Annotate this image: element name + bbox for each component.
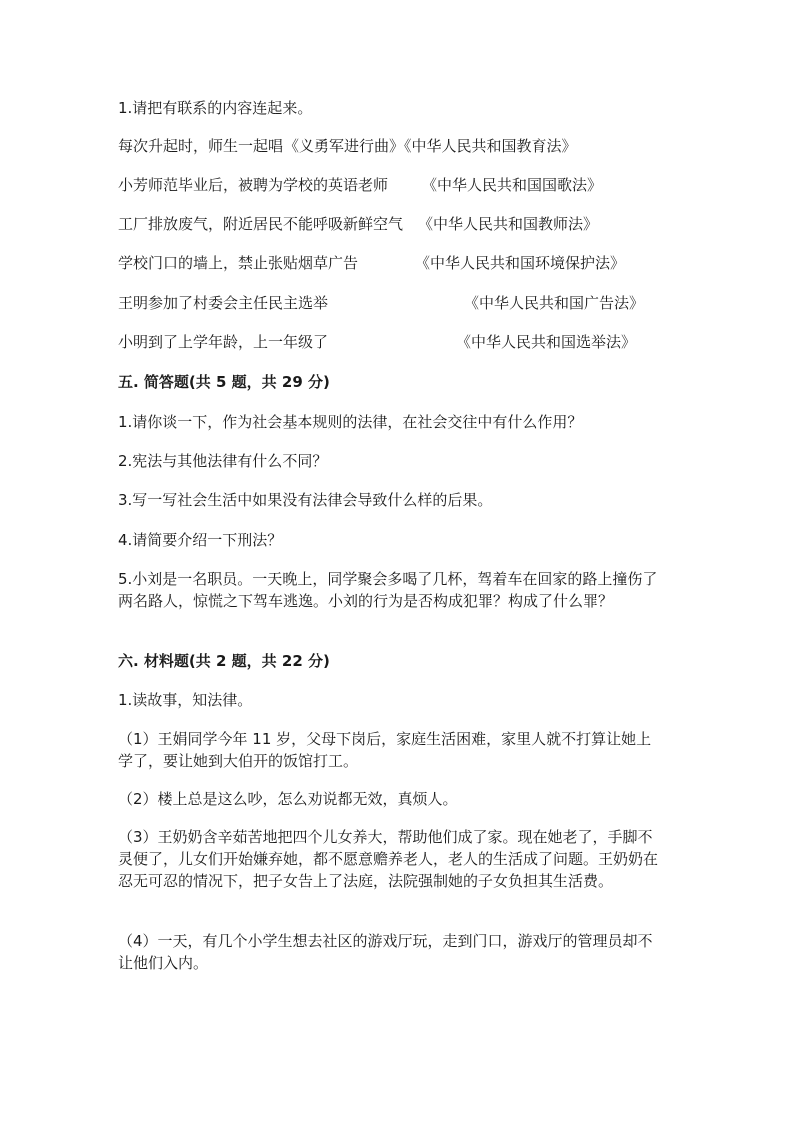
match-right-2: 《中华人民共和国国歌法》 xyxy=(422,176,603,194)
section6-item-3: （3）王奶奶含辛茹苦地把四个儿女养大，帮助他们成了家。现在她老了，手脚不灵便了，儿女们开始嫌弃她，都不愿意赡养老人，老人的生活成了问题。王奶奶在忍无可忍的情况下，把子女告上了法庭，法院强制她的子女负担其生活费。 xyxy=(118,828,659,890)
match-right-6: 《中华人民共和国选举法》 xyxy=(456,333,637,351)
section5-question-3: 3.写一写社会生活中如果没有法律会导致什么样的后果。 xyxy=(118,491,493,509)
match-right-1: 《义勇军进行曲》《中华人民共和国教育法》 xyxy=(284,137,577,155)
section5-question-1: 1.请你谈一下，作为社会基本规则的法律，在社会交往中有什么作用？ xyxy=(118,413,583,431)
match-left-2: 小芳师范毕业后，被聘为学校的英语老师 xyxy=(118,176,389,194)
section5-title: 五. 简答题(共 5 题，共 29 分) xyxy=(118,373,330,391)
section5-question-5: 5.小刘是一名职员。一天晚上，同学聚会多喝了几杯，驾着车在回家的路上撞伤了两名路人，惊慌之下驾车逃逸。小刘的行为是否构成犯罪？构成了什么罪？ xyxy=(118,570,658,610)
section6-item-1: （1）王娟同学今年 11 岁，父母下岗后，家庭生活困难，家里人就不打算让她上学了，要让她到大伯开的饭馆打工。 xyxy=(118,730,652,770)
match-left-1: 每次升起时，师生一起唱 xyxy=(118,137,284,155)
match-left-5: 王明参加了村委会主任民主选举 xyxy=(118,294,329,312)
section6-item-2: （2）楼上总是这么吵，怎么劝说都无效，真烦人。 xyxy=(118,790,458,808)
match-left-6: 小明到了上学年龄，上一年级了 xyxy=(118,333,329,351)
match-left-4: 学校门口的墙上，禁止张贴烟草广告 xyxy=(118,254,359,272)
section5-question-4: 4.请简要介绍一下刑法？ xyxy=(118,531,283,549)
match-right-5: 《中华人民共和国广告法》 xyxy=(464,294,645,312)
matching-instruction: 1.请把有联系的内容连起来。 xyxy=(118,99,313,117)
match-right-4: 《中华人民共和国环境保护法》 xyxy=(415,254,626,272)
section6-item-4: （4）一天，有几个小学生想去社区的游戏厅玩，走到门口，游戏厅的管理员却不让他们入内。 xyxy=(118,932,653,972)
section6-question-1: 1.读故事，知法律。 xyxy=(118,691,253,709)
match-left-3: 工厂排放废气，附近居民不能呼吸新鲜空气 xyxy=(118,215,404,233)
section6-title: 六. 材料题(共 2 题，共 22 分) xyxy=(118,652,330,670)
match-right-3: 《中华人民共和国教师法》 xyxy=(418,215,599,233)
section5-question-2: 2.宪法与其他法律有什么不同？ xyxy=(118,452,328,470)
